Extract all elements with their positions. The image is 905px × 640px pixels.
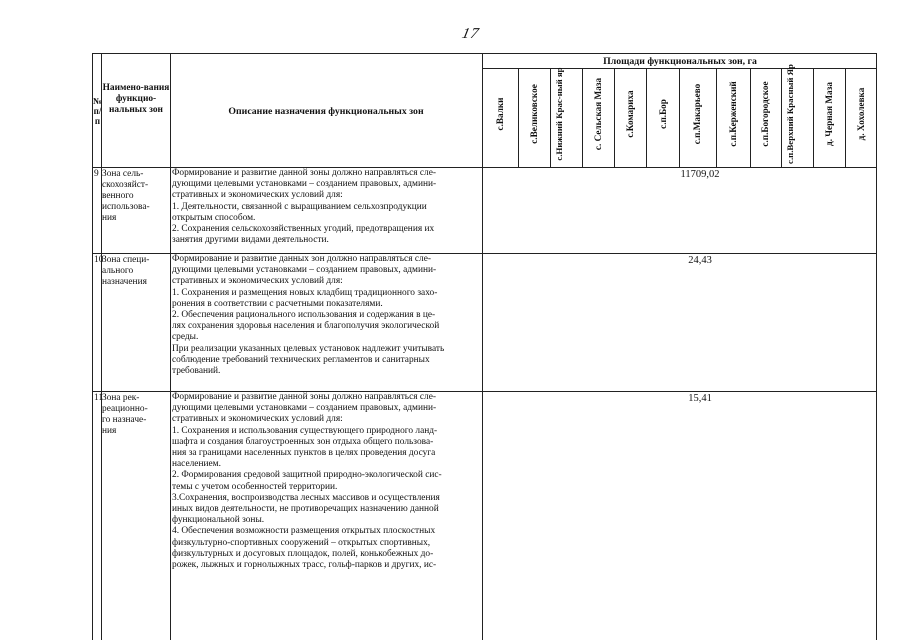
settlement-header: с.Нижний Крас-ный яр bbox=[554, 67, 564, 161]
zone-name: Зона рек- реационно- го назначе- ния bbox=[102, 393, 148, 436]
settlement-header: д. Черная Маза bbox=[824, 82, 834, 146]
zone-name: Зона специ- ального назначения bbox=[102, 255, 150, 287]
settlement-header: с.п.Бор bbox=[658, 99, 668, 129]
settlement-header: с. Сельская Маза bbox=[593, 77, 603, 151]
row-number: 10 bbox=[94, 255, 104, 265]
settlement-header: д. Хохолевка bbox=[856, 87, 866, 141]
zone-area: 11709,02 bbox=[680, 169, 720, 180]
settlement-header: с.Великовское bbox=[529, 84, 539, 144]
col-divider bbox=[482, 54, 483, 640]
settlement-header: с.п.Керженский bbox=[728, 81, 738, 147]
settlement-header: с.п.Богородское bbox=[760, 81, 770, 147]
col-divider bbox=[550, 68, 551, 168]
functional-zones-table bbox=[92, 53, 877, 640]
col-divider bbox=[679, 68, 680, 168]
zone-area: 15,41 bbox=[688, 393, 712, 404]
settlement-header: с.п.Макарьево bbox=[692, 83, 702, 145]
col-divider bbox=[101, 54, 102, 640]
col-divider bbox=[781, 68, 782, 168]
row-number: 11 bbox=[94, 393, 104, 403]
col-divider bbox=[582, 68, 583, 168]
zone-description: Формирование и развитие данных зон должно направляться сле- дующими целевыми установками – созданием правовых, админи- стративных и экономических условий для: 1. Сохранения и размещения новых кладбищ традиционного захо- ронения в соответствии с расчетными показателями. 2. Обеспечения рационального использования и содержания в це- лях сохранения здоровья населения и благополучия экологической среды. При реализации указанных целевых установок надлежит учитывать соблюдение требований технических регламентов и санитарных требований. bbox=[172, 254, 445, 377]
zone-name: Зона сель- скохозяйст- венного использова- ния bbox=[102, 169, 150, 223]
col-divider bbox=[845, 68, 846, 168]
col-divider bbox=[750, 68, 751, 168]
col-divider bbox=[614, 68, 615, 168]
col-divider bbox=[716, 68, 717, 168]
header-number: № п/п bbox=[93, 96, 103, 126]
page-number: 17 bbox=[460, 26, 481, 42]
col-divider bbox=[813, 68, 814, 168]
header-area-group: Площади функциональных зон, га bbox=[603, 56, 757, 67]
settlement-header: с.п.Верхний Красный Яр bbox=[785, 64, 795, 164]
zone-description: Формирование и развитие данной зоны должно направляться сле- дующими целевыми установками – созданием правовых, админи- стративных и экономических условий для: 1. Деятельности, связанной с выращиванием сельхозпродукции открытым способом. 2. Сохранения сельскохозяйственных угодий, предотвращения их занятия другими видами деятельности. bbox=[172, 168, 437, 246]
settlement-header: с.Валки bbox=[495, 97, 505, 131]
header-description: Описание назначения функциональных зон bbox=[228, 106, 424, 117]
zone-description: Формирование и развитие данной зоны должно направляться сле- дующими целевыми установками – созданием правовых, админи- стративных и экономических условий для: 1. Сохранения и использования существующего природного ланд- шафта и создания благоустроенных зон отдыха общего пользова- ния за границами населенных пунктов в целях проведения досуга населением. 2. Формирования средовой защитной природно-экологической сис- темы с учетом особенностей территории. 3.Сохранения, воспроизводства лесных массивов и осуществления иных видов деятельности, не противоречащих назначению данной функциональной зоны. 4. Обеспечения возможности размещения открытых плоскостных физкультурно-спортивных сооружений – открытых спортивных, физкультурных и досуговых площадок, полей, конькобежных до- рожек, лыжных и горнолыжных трасс, гольф-парков и других, ис- bbox=[172, 392, 442, 571]
zone-area: 24,43 bbox=[688, 255, 712, 266]
header-zone-name: Наимено-вания функцио-нальных зон bbox=[102, 83, 170, 115]
row-number: 9 bbox=[94, 169, 99, 179]
settlement-header: с.Комариха bbox=[625, 90, 635, 138]
col-divider bbox=[518, 68, 519, 168]
col-divider bbox=[170, 54, 171, 640]
col-divider bbox=[646, 68, 647, 168]
